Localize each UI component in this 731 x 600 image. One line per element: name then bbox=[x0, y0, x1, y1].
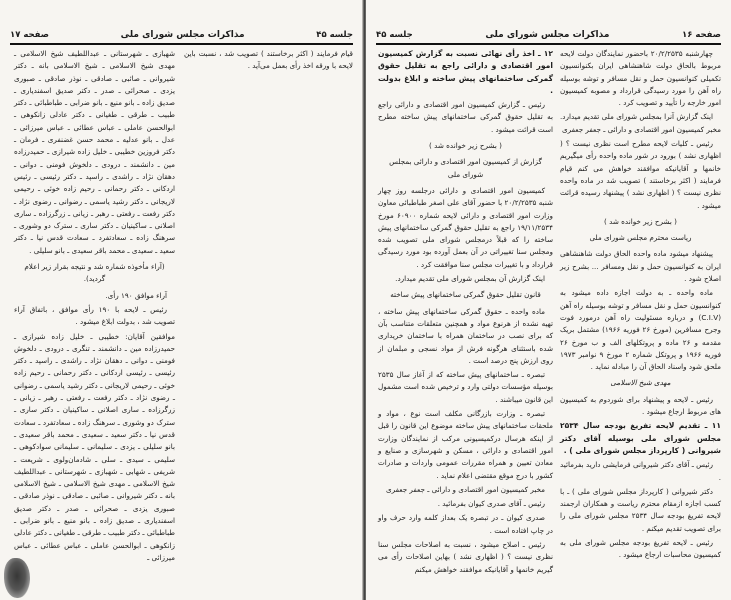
paragraph: قیام فرمایند ( اکثر برخاستند ) تصویب شد ، نسبت باین لایحه با ورقه اخذ رأی بعمل می‌آید . bbox=[184, 49, 353, 71]
paragraph: شهبازی ـ شهرستانی ـ عبداللطیف شیخ الاسلامی ـ مهدی شیخ الاسلامی ـ شیخ الاسلامی بانه ـ دکتر شیروانی ـ صائبی ـ صادقی ـ نوذر صادقی ـ صبوری یزدی ـ صحرائی ـ صدر ـ دکتر صدیق اسفندیاری ـ صدیق زاده ـ بانو منیع ـ بانو ضرابی ـ طباطبائی ـ دکتر طبیب ـ طرقی ـ طغیانی ـ دکتر عادلی زانکوهی ـ ابوالحسن عاملی ـ عباس عطائی ـ عباس میرزائی ـ عدل ـ بانو عدلیه ـ محمد حسن غضنفری ـ فرمان ـ دکتر فروزین خطیبی ـ خلیل زاده شیرازی ـ حمیدرزاده مین ـ دانشمند ـ درودی ـ دلخوش فومنی ـ دوانی ـ دهقان نژاد ـ راشدی ـ راسپد ـ دکتر رئیسی ـ رئیس اردکانی ـ دکتر رحمانی ـ رحیم زاده خوئی ـ رحیمی لاریجانی ـ دکتر رشید یاسمی ـ رضوانی ـ رضوی نژاد ـ دکتر رفعت ـ رفعتی ـ رهبر ـ زیانی ـ زرگرزاده ـ ساری اصلانی ـ ساکینیان ـ دکتر ساری ـ سترک دو وشوری ـ سرهنگ زاده ـ سعادتفرد ـ سعادت قدس نیا ـ دکتر سعید ـ سعیدی ـ محمد باقر سعیدی ـ بانو سلیلی . bbox=[14, 49, 175, 255]
section-heading: ۱۲ ـ اخذ رأی نهائی نسبت به گزارش کمیسیون امور اقتصادی و دارائی راجع به تقلیل حقوق گمرکی ساختمانهای پیش ساخته و ابلاغ بدولت . bbox=[378, 49, 553, 95]
paragraph: رئیس ـ کلیات لایحه مطرح است نظری نیست ؟ ( اظهاری نشد ) بورود در شور ماده واحده رأی میگیریم خانمها و آقایانیکه موافقند خواهش می کنم قیام فرمایند ( اکثر برخاستند ) تصویب شد در ماده واحده نظری نیست ؟ ( اظهاری نشد ) پیشنهاد رسیده قرائت میشود . bbox=[560, 139, 721, 210]
paragraph: (آراء مأخوذه شماره شد و نتیجه بقرار زیر اعلام گردید). bbox=[24, 262, 165, 284]
paragraph: رئیس ـ آقای صدری کیوان بفرمائید . bbox=[437, 499, 545, 509]
header-rule bbox=[10, 43, 353, 45]
column-left bbox=[14, 48, 175, 566]
paragraph: ( بشرح زیر خوانده شد ) bbox=[429, 141, 502, 151]
column-left bbox=[378, 48, 553, 578]
paragraph: ریاست محترم مجلس شورای ملی bbox=[589, 233, 692, 243]
paragraph: رئیس ـ لایحه تفریغ بودجه مجلس شورای ملی به کمیسیون محاسبات ارجاع میشود . bbox=[560, 537, 721, 560]
paragraph: کمیسیون امور اقتصادی و دارائی درجلسه روز چهار شنبه ۲۰/۲/۲۵۳۵ با حضور آقای علی اصغر طباطبائی معاون وزارت امور اقتصادی و دارائی لایحه شماره ۶۰۹۰۰ مورخ ۱۹/۱۱/۲۵۳۴ راجع به تقلیل حقوق گمرکی ساختمانهای پیش ساخته را که قبلاً درمجلس شورای ملی تصویب شده ومجلس سنا تغییراتی در آن بعمل آورده بود مورد رسیدگی قرارداد و با تغییرات مجلس سنا موافقت کرد . bbox=[378, 185, 554, 269]
paragraph: رئیس ـ لایحه و پیشنهاد برای شوردوم به کمیسیون های مربوط ارجاع میشود . bbox=[560, 394, 721, 417]
page-number: صفحه ۱۶ bbox=[682, 30, 721, 40]
paragraph: ماده واحده ـ حقوق گمرکی ساختمانهای پیش ساخته ، تهیه نشده از هرنوع مواد و همچنین متعلقات متناسب بآن که برای نصب در ساختمان همراه با ساختمان خریداری شده باستثنای هرگونه فرش از مواد نسجی و مبلمان از روی ارزش پنج درصد است . bbox=[378, 306, 553, 365]
paragraph: رئیس ـ آقای دکتر شیروانی فرمایشی دارید بفرمائید . bbox=[560, 460, 721, 482]
paragraph: مخبر کمیسیون امور اقتصادی و دارائی ـ جعفر جعفری bbox=[386, 484, 545, 494]
paragraph: گزارش از کمیسیون امور اقتصادی و دارائی بمجلس شورای ملی bbox=[389, 157, 542, 179]
paragraph: آراء موافق ۱۹۰ رأی. bbox=[105, 290, 167, 300]
paragraph: ( بشرح زیر خوانده شد ) bbox=[604, 216, 677, 226]
paragraph: صدری کیوان ـ در تبصره یک بعداز کلمه وارد حرف واو در چاپ افتاده است . bbox=[378, 513, 553, 535]
publication-title: مذاکرات مجلس شورای ملی bbox=[120, 30, 245, 40]
scan-smudge bbox=[4, 558, 30, 598]
page-16 bbox=[366, 0, 731, 600]
running-header bbox=[10, 28, 353, 42]
paragraph: رئیس ـ اصلاح میشود ، نسبت به اصلاحات مجلس سنا نظری نیست ؟ ( اظهاری نشد ) بهاین اصلاحات رأی می گیریم خانمها و آقایانیکه موافقند خواهش میکنم bbox=[378, 539, 553, 574]
session-label: جلسه ۴۵ bbox=[316, 30, 353, 40]
paragraph: چهارشنبه ۲۰/۲/۲۵۳۵ باحضور نمایندگان دولت لایحه مربوط بالحاق دولت شاهنشاهی ایران بکنوانسیون تکمیلی کنوانسیون حمل و نقل مسافر و توشه بوسیله راه آهن را مورد رسیدگی قرارداد و مصوبه کمیسیون امور خارجه را تأیید و تصویب کرد . bbox=[560, 49, 721, 108]
paragraph: قانون تقلیل حقوق گمرکی ساختمانهای پیش ساخته bbox=[390, 290, 541, 300]
session-label: جلسه ۴۵ bbox=[376, 30, 413, 40]
paragraph: ماده واحده ـ به دولت اجازه داده میشود به کنوانسیون حمل و نقل مسافر و توشه بوسیله راه آهن (C.I.V) و درباره مسئولیت راه آهن درمورد فوت وجرح مسافرین (مورخ ۲۶ فوریه ۱۹۶۶) مشتمل بریک مقدمه و ۲۶ ماده و پروتکلهای الف و ب مورخ ۲۶ فوریه ۱۹۶۶ و پروتکل شماره ۲ مورخ ۹ نوامبر ۱۹۷۳ ملحق شود واسناد الحاق آن را مبادله نماید . bbox=[560, 288, 722, 372]
paragraph: اینک گزارش آنرا بمجلس شورای ملی تقدیم میدارد. مخبر کمیسیون امور اقتصادی و دارائی ـ جعفر جعفری bbox=[560, 112, 721, 134]
column-right bbox=[560, 48, 721, 564]
paragraph: موافقین آقایان: خطیبی ـ خلیل زاده شیرازی ـ حمیدرزاده مین ـ دانشمند ـ تنگری ـ درودی ـ دلخوش فومنی ـ دوانی ـ دهقان نژاد ـ راشدی ـ راسپد ـ دکتر رئیسی ـ رئیسی اردکانی ـ دکتر رحمانی ـ رحیم زاده خوئی ـ رحیمی لاریجانی ـ دکتر رشید یاسمی ـ رضوانی ـ رضوی نژاد ـ دکتر رفعت ـ رفعتی ـ رهبر ـ زیانی ـ زرگرزاده ـ ساری اصلانی ـ ساکینیان ـ دکتر ساری ـ سترک دو وشوری ـ سرهنگ زاده ـ سعادتفرد ـ سعادت قدس نیا ـ دکتر سعید ـ سعیدی ـ محمد باقر سعیدی ـ بانو سلیلی ـ یزدی ـ سلیمانی ـ سلیمانی سوادکوهی ـ سلیمی ـ سیدی ـ سلی ـ شادمان‌ولوی ـ شریعت ـ شریفی ـ شهابی ـ شهبازی ـ شهرستانی ـ عبداللطیف شیخ الاسلامی ـ مهدی شیخ الاسلامی ـ شیخ الاسلامی بانه ـ دکتر شیروانی ـ صائبی ـ صادقی ـ نوذر صادقی ـ صبوری یزدی ـ صحرائی ـ صدر ـ دکتر صدیق اسفندیاری ـ صدیق زاده ـ بانو منیع ـ بانو ضرابی ـ طباطبائی ـ دکتر طبیب ـ طرقی ـ طغیانی ـ دکتر عادلی زانکوهی ـ ابوالحسن عاملی ـ عباس عطائی ـ عباس میرزائی ـ bbox=[14, 331, 175, 562]
page-number: صفحه ۱۷ bbox=[10, 30, 49, 40]
paragraph: اینک گزارش آن بمجلس شورای ملی تقدیم میدارد. bbox=[395, 274, 545, 284]
paragraph: رئیس ـ گزارش کمیسیون امور اقتصادی و دارائی راجع به تقلیل حقوق گمرکی ساختمانهای پیش ساخته مطرح است قرائت میشود . bbox=[378, 100, 553, 134]
header-rule bbox=[376, 43, 721, 45]
paragraph: تبصره ـ ساختمانهای پیش ساخته که از آغاز سال ۲۵۳۵ بوسیله مؤسسات دولتی وارد و ترخیص شده است مشمول این قانون میباشند . bbox=[378, 370, 553, 404]
column-right bbox=[184, 48, 353, 75]
paragraph: تبصره ـ وزارت بازرگانی مکلف است نوع ، مواد و ملحقات ساختمانهای پیش ساخته موضوع این قانون را قبل از اینکه هرسال درکمیسیونی مرکب از نمایندگان وزارت امور اقتصادی و دارائی ، مسکن و شهرسازی و صنایع و معادن تعیین و همراه مقررات عمومی واردات و صادرات کشور با درج موقع مقتضی اعلام نماید . bbox=[378, 409, 553, 480]
paragraph: دکتر شیروانی ( کارپرداز مجلس شورای ملی ) ـ با کسب اجازه ازمقام محترم ریاست و همکاران ارجمند لایحه تفریغ بودجه سال ۲۵۳۴ مجلس شورای ملی را برای تصویب تقدیم میکنم . bbox=[560, 486, 721, 533]
paragraph: پیشنهاد میشود ماده واحده الحاق دولت شاهنشاهی ایران به کنوانسیون حمل و نقل ومسافر ... بشرح زیر اصلاح شود . bbox=[560, 249, 721, 284]
paragraph: رئیس ـ لایحه با ۱۹۰ رأی موافق ، باتفاق آراء تصویب شد ، بدولت ابلاغ میشود . bbox=[14, 304, 175, 327]
running-header bbox=[376, 28, 721, 42]
page-17 bbox=[0, 0, 363, 600]
signature: مهدی شیخ الاسلامی bbox=[610, 378, 671, 388]
section-heading: ۱۱ ـ تقدیم لایحه تفریغ بودجه سال ۲۵۳۴ مجلس شورای ملی بوسیله آقای دکتر شیروانی ( کارپرداز مجلس شورای ملی ) . bbox=[560, 421, 721, 455]
publication-title: مذاکرات مجلس شورای ملی bbox=[485, 30, 610, 40]
